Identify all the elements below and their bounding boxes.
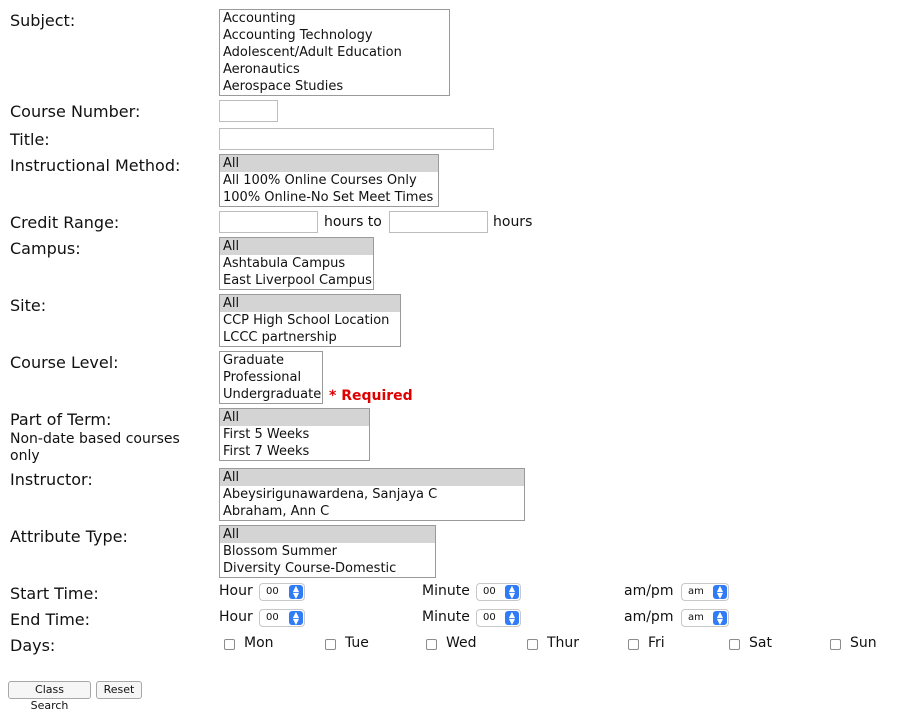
- credit-from-input[interactable]: [219, 211, 318, 233]
- title-input[interactable]: [219, 128, 494, 150]
- reset-button[interactable]: Reset: [96, 681, 142, 699]
- course-level-option[interactable]: Graduate: [223, 353, 284, 368]
- class-search-button[interactable]: Class Search: [8, 681, 91, 699]
- course-level-option[interactable]: Professional: [223, 370, 302, 385]
- subject-option[interactable]: Accounting Technology: [223, 28, 373, 43]
- course-level-option[interactable]: Undergraduate: [223, 387, 322, 402]
- course-number-input[interactable]: [219, 100, 278, 122]
- end-time-label: End Time:: [10, 610, 91, 629]
- days-label: Days:: [10, 636, 56, 655]
- end-ampm-select[interactable]: [681, 609, 729, 627]
- day-label-mon: Mon: [244, 635, 274, 651]
- day-label-tue: Tue: [345, 635, 369, 651]
- end-hour-label: Hour: [219, 609, 253, 625]
- site-option[interactable]: LCCC partnership: [223, 330, 337, 345]
- start-time-label: Start Time:: [10, 584, 99, 603]
- chevron-up-down-icon: ▲ ▼: [289, 611, 303, 625]
- campus-option[interactable]: East Liverpool Campus: [223, 273, 372, 288]
- instructional-method-option[interactable]: All 100% Online Courses Only: [223, 173, 417, 188]
- campus-label: Campus:: [10, 239, 81, 258]
- day-checkbox-mon[interactable]: [224, 639, 235, 650]
- day-checkbox-thur[interactable]: [527, 639, 538, 650]
- subject-label: Subject:: [10, 11, 76, 30]
- end-hour-select[interactable]: [259, 609, 305, 627]
- start-minute-label: Minute: [422, 583, 470, 599]
- attribute-type-option[interactable]: Diversity Course-Domestic: [223, 561, 397, 576]
- hours-text: hours: [493, 214, 533, 230]
- instructional-method-select[interactable]: [219, 154, 439, 207]
- attribute-type-select[interactable]: [219, 525, 436, 578]
- start-hour-label: Hour: [219, 583, 253, 599]
- chevron-up-down-icon: ▲ ▼: [505, 585, 519, 599]
- site-select[interactable]: [219, 294, 401, 347]
- day-label-wed: Wed: [446, 635, 477, 651]
- start-ampm-select[interactable]: [681, 583, 729, 601]
- part-of-term-label: Part of Term:: [10, 410, 112, 429]
- chevron-up-down-icon: ▲ ▼: [505, 611, 519, 625]
- instructor-option[interactable]: All: [220, 469, 524, 486]
- chevron-up-down-icon: ▲ ▼: [289, 585, 303, 599]
- day-label-sun: Sun: [850, 635, 877, 651]
- end-hour-value: 00: [266, 612, 279, 623]
- title-label: Title:: [10, 130, 50, 149]
- instructional-method-label: Instructional Method:: [10, 156, 181, 175]
- campus-option[interactable]: Ashtabula Campus: [223, 256, 346, 271]
- day-checkbox-wed[interactable]: [426, 639, 437, 650]
- part-of-term-option[interactable]: All: [220, 409, 369, 426]
- campus-option[interactable]: All: [220, 238, 373, 255]
- instructional-method-option[interactable]: 100% Online-No Set Meet Times: [223, 190, 434, 205]
- chevron-up-down-icon: ▲ ▼: [713, 611, 727, 625]
- site-option[interactable]: All: [220, 295, 400, 312]
- subject-option[interactable]: Aerospace Studies: [223, 79, 344, 94]
- course-level-label: Course Level:: [10, 353, 119, 372]
- subject-option[interactable]: Aeronautics: [223, 62, 300, 77]
- hours-to-text: hours to: [324, 214, 382, 230]
- start-minute-select[interactable]: [476, 583, 521, 601]
- day-label-thur: Thur: [547, 635, 580, 651]
- instructor-select[interactable]: [219, 468, 525, 521]
- day-checkbox-fri[interactable]: [628, 639, 639, 650]
- attribute-type-option[interactable]: All: [220, 526, 435, 543]
- day-checkbox-sun[interactable]: [830, 639, 841, 650]
- end-minute-select[interactable]: [476, 609, 521, 627]
- day-checkbox-tue[interactable]: [325, 639, 336, 650]
- instructor-option[interactable]: Abraham, Ann C: [223, 504, 330, 519]
- credit-range-label: Credit Range:: [10, 213, 120, 232]
- required-indicator: * Required: [329, 388, 413, 404]
- part-of-term-option[interactable]: First 7 Weeks: [223, 444, 310, 459]
- instructional-method-option[interactable]: All: [220, 155, 438, 172]
- campus-select[interactable]: [219, 237, 374, 290]
- end-ampm-label: am/pm: [624, 609, 674, 625]
- instructor-label: Instructor:: [10, 470, 93, 489]
- end-minute-value: 00: [483, 612, 496, 623]
- start-minute-value: 00: [483, 586, 496, 597]
- credit-to-input[interactable]: [389, 211, 488, 233]
- part-of-term-select[interactable]: [219, 408, 370, 461]
- start-ampm-value: am: [688, 586, 704, 597]
- day-label-sat: Sat: [749, 635, 772, 651]
- attribute-type-label: Attribute Type:: [10, 527, 128, 546]
- day-label-fri: Fri: [648, 635, 665, 651]
- course-number-label: Course Number:: [10, 102, 141, 121]
- chevron-up-down-icon: ▲ ▼: [713, 585, 727, 599]
- part-of-term-note: Non-date based courses only: [10, 431, 180, 464]
- instructor-option[interactable]: Abeysirigunawardena, Sanjaya C: [223, 487, 438, 502]
- subject-option[interactable]: Accounting: [223, 11, 296, 26]
- part-of-term-option[interactable]: First 5 Weeks: [223, 427, 310, 442]
- attribute-type-option[interactable]: Blossom Summer: [223, 544, 337, 559]
- subject-option[interactable]: Adolescent/Adult Education: [223, 45, 402, 60]
- end-minute-label: Minute: [422, 609, 470, 625]
- start-hour-value: 00: [266, 586, 279, 597]
- start-ampm-label: am/pm: [624, 583, 674, 599]
- course-level-select[interactable]: [219, 351, 323, 404]
- subject-select[interactable]: [219, 9, 450, 96]
- start-hour-select[interactable]: [259, 583, 305, 601]
- site-label: Site:: [10, 296, 47, 315]
- site-option[interactable]: CCP High School Location: [223, 313, 390, 328]
- end-ampm-value: am: [688, 612, 704, 623]
- day-checkbox-sat[interactable]: [729, 639, 740, 650]
